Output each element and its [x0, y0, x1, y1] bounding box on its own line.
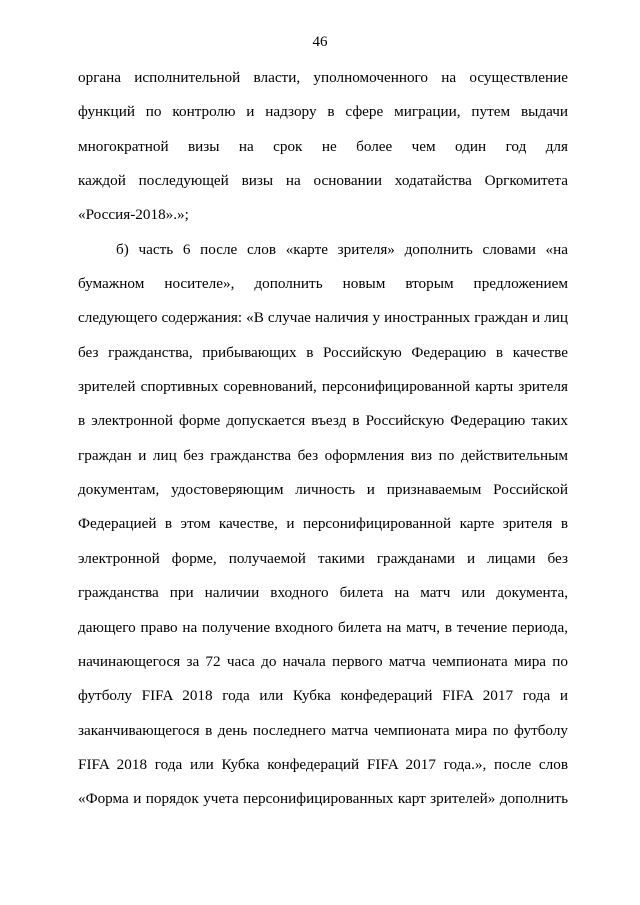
text-line: без гражданства, прибывающих в Российскую Федерацию в качестве	[78, 343, 568, 361]
text-line: FIFA 2018 года или Кубка конфедераций FIFA 2017 года.», после слов	[78, 755, 568, 773]
text-line: бумажном носителе», дополнить новым вторым предложением	[78, 275, 568, 293]
text-line: б) часть 6 после слов «карте зрителя» дополнить словами «на	[116, 240, 568, 258]
text-line: футболу FIFA 2018 года или Кубка конфедераций FIFA 2017 года и	[78, 687, 568, 705]
document-body	[78, 66, 568, 822]
text-line: каждой последующей визы на основании ходатайства Оргкомитета	[78, 172, 568, 190]
text-line: заканчивающегося в день последнего матча чемпионата мира по футболу	[78, 721, 568, 739]
text-line: многократной визы на срок не более чем один год для	[78, 137, 568, 155]
text-line: гражданства при наличии входного билета на матч или документа,	[78, 584, 568, 602]
text-line: граждан и лиц без гражданства без оформления виз по действительным	[78, 446, 568, 464]
page-number: 46	[312, 34, 328, 50]
text-line: документам, удостоверяющим личность и признаваемым Российской	[78, 481, 568, 499]
text-line: электронной форме, получаемой такими гражданами и лицами без	[78, 549, 568, 567]
text-line: органа исполнительной власти, уполномоченного на осуществление	[78, 69, 568, 86]
text-line: дающего право на получение входного билета на матч, в течение периода,	[78, 618, 568, 636]
text-line: «Россия-2018».»;	[78, 206, 189, 224]
text-line: «Форма и порядок учета персонифицированных карт зрителей» дополнить	[78, 790, 568, 808]
text-line: следующего содержания: «В случае наличия у иностранных граждан и лиц	[78, 309, 568, 327]
text-line: в электронной форме допускается въезд в Российскую Федерацию таких	[78, 412, 568, 430]
text-line: начинающегося за 72 часа до начала первого матча чемпионата мира по	[78, 652, 568, 670]
text-line: Федерацией в этом качестве, и персонифицированной карте зрителя в	[78, 515, 568, 533]
text-line: функций по контролю и надзору в сфере миграции, путем выдачи	[78, 103, 568, 121]
text-line: зрителей спортивных соревнований, персонифицированной карты зрителя	[78, 378, 568, 396]
